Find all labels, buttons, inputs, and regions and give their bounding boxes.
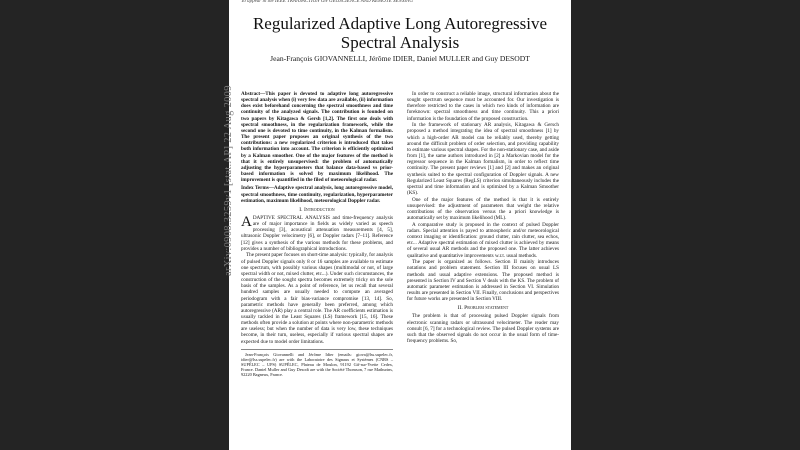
drop-cap: A <box>241 213 252 230</box>
index-terms: Index Terms—Adaptive spectral analysis, long autoregressive model, spectral smoothness, time continuity, regularization, hyperparameter estimation, maximum likelihood, meteorological Doppler radar. <box>241 185 393 204</box>
right-column <box>407 91 559 345</box>
right-paragraph-6: The problem is that of processing pulsed Doppler signals from electronic scanning radars or ultrasound velocimeter. The reader may consult [6, 7] for a technological review. The pulsed Doppler systems are such that the observed signals do not occur in the usual form of time-frequency problems. So, <box>407 313 559 345</box>
paper-page <box>223 0 571 450</box>
venue-header: To appear in the IEEE TRANSACTION ON GEOSCIENCE AND REMOTE SENSING <box>241 0 413 4</box>
abstract: Abstract—This paper is devoted to adaptive long autoregressive spectral analysis when (i) very few data are available, (ii) information does exist beforehand concerning the spectral smoothness and time continuity of the analyzed signals. The contribution is founded on two papers by Kitagawa & Gersh [1,2]. The first one deals with spectral smoothness, in the regularization framework, while the second one is devoted to time continuity, in the Kalman formalism. The present paper proposes an original synthesis of the two contributions: a new regularized criterion is introduced that takes both information into account. The criterion is efficiently optimized by a Kalman smoother. One of the major features of the method is that it is entirely unsupervised: the problem of automatically adjusting the hyperparameters that balance data-based vs prior-based information is solved by maximum likelihood. The improvement is quantified in the filed of meteorological radar. <box>241 91 393 184</box>
right-paragraph-2: In the framework of stationary AR analysis, Kitagawa & Gersch proposed a method integrating the idea of spectral smoothness [1] by which a high-order AR model can be reliably used, thereby getting around the difficult problem of order selection, and providing capability to estimate various spectral shapes. For the non-stationary case, and aside from [1], the same authors introduced in [2] a Markovian model for the regressor sequence in the Kalman formalism, in order to reflect time continuity. The present paper reviews [1] and [2] and makes an original synthesis suited to the spectral configuration of Doppler signals. A new Regularized Least Squares (RegLS) criterion simultaneously includes the spectral and time information and is optimized by a Kalman Smoother (KS). <box>407 122 559 196</box>
author-list: Jean-François GIOVANNELLI, Jérôme IDIER, Daniel MULLER and Guy DESODT <box>270 54 530 63</box>
viewer-background <box>571 0 800 450</box>
arxiv-stamp: arXiv:0908.3259v1 [stat.AP] 22 Aug 2009 <box>223 85 234 276</box>
footnote: Jean-François Giovannelli and Jérôme Idier (emails: giova@lss.supelec.fr, idier@lss.supelec.fr) are with the Laboratoire des Signaux et Systèmes (CNRS – SUPÉLEC – UPS) SUPÉLEC, Plateau de Moulon, 91192 Gif-sur-Yvette Cedex, France. Daniel Muller and Guy Desodt are with the Société Thomson, 7 rue Mathurins, 92220 Bagneux, France. <box>241 349 393 377</box>
paper-title: Regularized Adaptive Long Autoregressive Spectral Analysis <box>252 14 548 52</box>
section-heading-problem-statement: II. Problem statement <box>457 305 509 312</box>
left-column <box>241 91 393 377</box>
right-paragraph-3: One of the major features of the method is that it is entirely unsupervised: the adjustment of parameters that weight the relative contributions of the observation versus the a priori knowledge is automatically set by maximum likelihood (ML). <box>407 196 559 222</box>
right-paragraph-5: The paper is organized as follows. Section II mainly introduces notations and problem statement. Section III focuses on usual LS methods and usual adaptive extensions. The proposed method is presented in Section IV and Section V deals with the KS. The problem of automatic parameter estimation is addressed in Section VI. Simulation results are presented in Section VII. Finally, conclusions and perspectives for future works are presented in Section VIII. <box>407 259 559 303</box>
intro-paragraph-2: The present paper focuses on short-time analysis: typically, for analysis of pulsed Doppler signals only 8 or 16 samples are available to estimate one spectrum, with possibly various shapes (multimodal or not, of large spectral width or not, mixed clutter, etc...). Under such circumstances, the construction of the sought spectra becomes extremely tricky on the sole basis of the samples. As a point of reference, let us recall that several hundred samples are usually needed to compute an averaged periodogram with a fair bias-variance compromise [13, 14]. So, parametric methods have generally been preferred, among which autoregressive (AR) play a central role. The AR coefficients estimation is usually tackled in the Least Squares (LS) framework [15, 16]. These methods often provide a solution at points where non-parametric methods are useless; but when the number of data is very low, these techniques become, in their turn, useless, especially if various spectral shapes are expected due to model order limitations. <box>241 252 393 345</box>
section-heading-introduction: I. Introduction <box>299 206 335 213</box>
right-paragraph-1: In order to construct a reliable image, structural information about the sought spectrum sequence must be accounted for. Our investigation is therefore restricted to the cases in which two kinds of information are foreknown: spectral smoothness and time continuity. This a priori information is the foundation of the proposed construction. <box>407 91 559 122</box>
intro-paragraph-1: ADAPTIVE SPECTRAL ANALYSIS and time-frequency analysis are of major importance in fields as widely varied as speech processing [3], acoustical attenuation measurements [4, 5], ultrasonic Doppler velocimetry [6], or Doppler radars [7–11]. Reference [12] gives a synthesis of the various methods for these problems, and provides a number of bibliographical introductions. <box>241 213 393 252</box>
right-paragraph-4: A comparative study is proposed in the context of pulsed Doppler radars. Special attention is payed to atmospheric and/or meteorological context imaging or identification: ground clutter, rain clutter, sea echos, etc... Adaptive spectral estimation of mixed clutter is achieved by means of several usual AR methods and the proposed one. The latter achieves qualitative and quantitative improvements w.r.t. usual methods. <box>407 221 559 259</box>
